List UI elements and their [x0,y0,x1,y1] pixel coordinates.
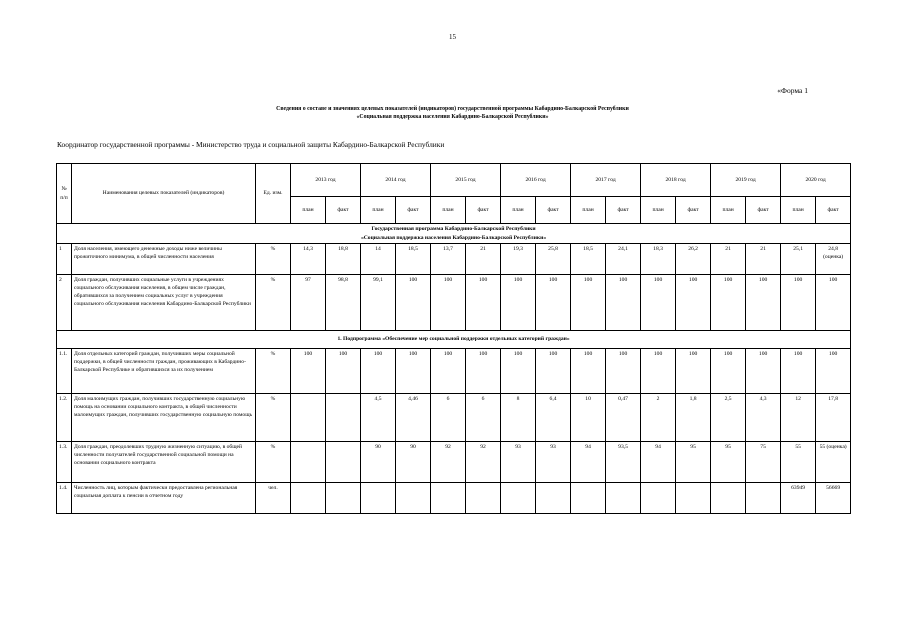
row-number: 1.1. [57,349,72,394]
fact-value: 100 [536,349,571,394]
header-plan: план [291,197,326,224]
unit-cell: % [256,349,291,394]
header-fact: факт [676,197,711,224]
plan-value: 95 [711,442,746,483]
section-program-line-1: Государственная программа Кабардино-Балкарской Республики [371,226,536,233]
fact-value: 56669 [816,483,851,514]
plan-value: 100 [781,349,816,394]
fact-value [396,483,431,514]
fact-value: 98,8 [326,275,361,331]
fact-value: 100 [536,275,571,331]
fact-value: 4,46 [396,394,431,442]
table-row [57,244,851,275]
fact-value: 92 [466,442,501,483]
row-number: 1 [57,244,72,275]
plan-value: 55 [781,442,816,483]
header-year: 2018 год [641,164,711,197]
fact-value: 100 [466,349,501,394]
plan-value: 100 [641,275,676,331]
fact-value: 21 [746,244,781,275]
header-num: № п/п [57,164,72,224]
fact-value: 25,8 [536,244,571,275]
plan-value: 97 [291,275,326,331]
fact-value: 55 (оценка) [816,442,851,483]
document-title [0,106,905,122]
section-program-line-2: «Социальная поддержка населения Кабардино-Балкарской Республики» [360,234,547,241]
title-line-1: Сведения о составе и значениях целевых показателей (индикаторов) государственной программы Кабардино-Балкарской Республики [276,106,629,112]
fact-value: 95 [676,442,711,483]
fact-value [606,483,641,514]
header-plan: план [571,197,606,224]
header-fact: факт [816,197,851,224]
section-subprogram-cell: 1. Подпрограмма «Обеспечение мер социальной поддержки отдельных категорий граждан» [57,331,851,349]
fact-value [466,483,501,514]
plan-value: 100 [711,275,746,331]
plan-value: 19,3 [501,244,536,275]
header-name: Наименования целевых показателей (индикаторов) [72,164,256,224]
fact-value: 17,8 [816,394,851,442]
plan-value [361,483,396,514]
plan-value: 18,5 [571,244,606,275]
plan-value: 94 [571,442,606,483]
header-year: 2017 год [571,164,641,197]
header-row-years [57,164,851,197]
fact-value [326,483,361,514]
fact-value: 93,5 [606,442,641,483]
fact-value: 100 [466,275,501,331]
plan-value [501,483,536,514]
fact-value: 100 [396,275,431,331]
indicator-name: Доля граждан, преодолевших трудную жизненную ситуацию, в общей численности получателей государственной социальной помощи на основании социального контракта [72,442,256,483]
fact-value: 6,4 [536,394,571,442]
table-row [57,442,851,483]
plan-value: 18,3 [641,244,676,275]
header-year: 2020 год [781,164,851,197]
fact-value: 21 [466,244,501,275]
fact-value [326,442,361,483]
plan-value: 100 [431,349,466,394]
fact-value [676,483,711,514]
section-row-subprogram [57,331,851,349]
header-fact: факт [326,197,361,224]
plan-value: 8 [501,394,536,442]
fact-value: 100 [396,349,431,394]
fact-value: 100 [816,275,851,331]
fact-value: 100 [606,275,641,331]
plan-value: 14,3 [291,244,326,275]
plan-value [711,483,746,514]
header-year: 2016 год [501,164,571,197]
plan-value: 4,5 [361,394,396,442]
plan-value: 100 [431,275,466,331]
table-row [57,483,851,514]
form-label: «Форма 1 [777,86,808,95]
fact-value: 24,1 [606,244,641,275]
plan-value: 100 [501,275,536,331]
plan-value: 100 [571,349,606,394]
header-fact: факт [466,197,501,224]
plan-value [291,442,326,483]
header-year: 2015 год [431,164,501,197]
row-number: 1.3. [57,442,72,483]
header-plan: план [711,197,746,224]
row-number: 1.2. [57,394,72,442]
coordinator-text: Координатор государственной программы - Министерство труда и социальной защиты Кабардино-Балкарской Республики [57,140,445,149]
header-plan: план [781,197,816,224]
row-number: 1.4. [57,483,72,514]
plan-value: 10 [571,394,606,442]
plan-value: 99,1 [361,275,396,331]
fact-value: 90 [396,442,431,483]
table-row [57,275,851,331]
plan-value: 2 [641,394,676,442]
plan-value: 100 [641,349,676,394]
header-fact: факт [606,197,641,224]
fact-value: 100 [746,349,781,394]
header-plan: план [361,197,396,224]
plan-value [571,483,606,514]
plan-value [431,483,466,514]
unit-cell: % [256,244,291,275]
plan-value: 25,1 [781,244,816,275]
table-row [57,349,851,394]
fact-value: 26,2 [676,244,711,275]
indicator-name: Доля отдельных категорий граждан, получивших меры социальной поддержки, в общей численности граждан, проживающих в Кабардино-Балкарской Республике и обратившихся за их получением [72,349,256,394]
indicator-name: Доля граждан, получивших социальные услуги в учреждениях социального обслуживания населения, в общем числе граждан, обратившихся за получением социальных услуг в учреждения социального обслуживания населения Кабардино-Балкарской Республики [72,275,256,331]
header-year: 2013 год [291,164,361,197]
header-fact: факт [536,197,571,224]
table-row [57,394,851,442]
fact-value [326,394,361,442]
fact-value: 24,8 (оценка) [816,244,851,275]
plan-value: 6 [431,394,466,442]
plan-value: 92 [431,442,466,483]
fact-value [536,483,571,514]
plan-value: 93 [501,442,536,483]
row-number: 2 [57,275,72,331]
fact-value: 100 [676,349,711,394]
header-year: 2014 год [361,164,431,197]
section-row-program [57,224,851,244]
fact-value: 1,8 [676,394,711,442]
indicator-name: Численность лиц, которым фактически предоставлена региональная социальная доплата к пенсии в отчетном году [72,483,256,514]
plan-value: 90 [361,442,396,483]
unit-cell: чел. [256,483,291,514]
header-plan: план [431,197,466,224]
plan-value: 63949 [781,483,816,514]
plan-value: 94 [641,442,676,483]
fact-value: 100 [746,275,781,331]
plan-value: 2,5 [711,394,746,442]
plan-value [291,483,326,514]
plan-value: 100 [571,275,606,331]
fact-value: 100 [606,349,641,394]
fact-value: 18,8 [326,244,361,275]
fact-value: 75 [746,442,781,483]
indicator-name: Доля населения, имеющего денежные доходы ниже величины прожиточного минимума, в общей численности населения [72,244,256,275]
header-fact: факт [396,197,431,224]
plan-value: 100 [361,349,396,394]
unit-cell: % [256,442,291,483]
header-plan: план [641,197,676,224]
indicators-table [56,163,851,514]
fact-value: 100 [676,275,711,331]
plan-value: 100 [501,349,536,394]
plan-value [291,394,326,442]
fact-value: 6 [466,394,501,442]
fact-value: 100 [326,349,361,394]
unit-cell: % [256,394,291,442]
unit-cell: % [256,275,291,331]
plan-value: 14 [361,244,396,275]
fact-value: 4,3 [746,394,781,442]
section-program-cell [57,224,851,244]
fact-value: 93 [536,442,571,483]
header-year: 2019 год [711,164,781,197]
fact-value [746,483,781,514]
fact-value: 0,47 [606,394,641,442]
plan-value: 13,7 [431,244,466,275]
indicator-name: Доля малоимущих граждан, получивших государственную социальную помощь на основании социального контракта, в общей численности малоимущих граждан, получивших государственную социальную помощь [72,394,256,442]
header-fact: факт [746,197,781,224]
plan-value: 12 [781,394,816,442]
page-number: 15 [449,33,456,41]
fact-value: 18,5 [396,244,431,275]
header-plan: план [501,197,536,224]
fact-value: 100 [816,349,851,394]
plan-value [641,483,676,514]
title-line-2: «Социальная поддержка населения Кабардино-Балкарской Республики» [356,113,549,120]
plan-value: 21 [711,244,746,275]
header-unit: Ед. изм. [256,164,291,224]
plan-value: 100 [711,349,746,394]
plan-value: 100 [291,349,326,394]
plan-value: 100 [781,275,816,331]
